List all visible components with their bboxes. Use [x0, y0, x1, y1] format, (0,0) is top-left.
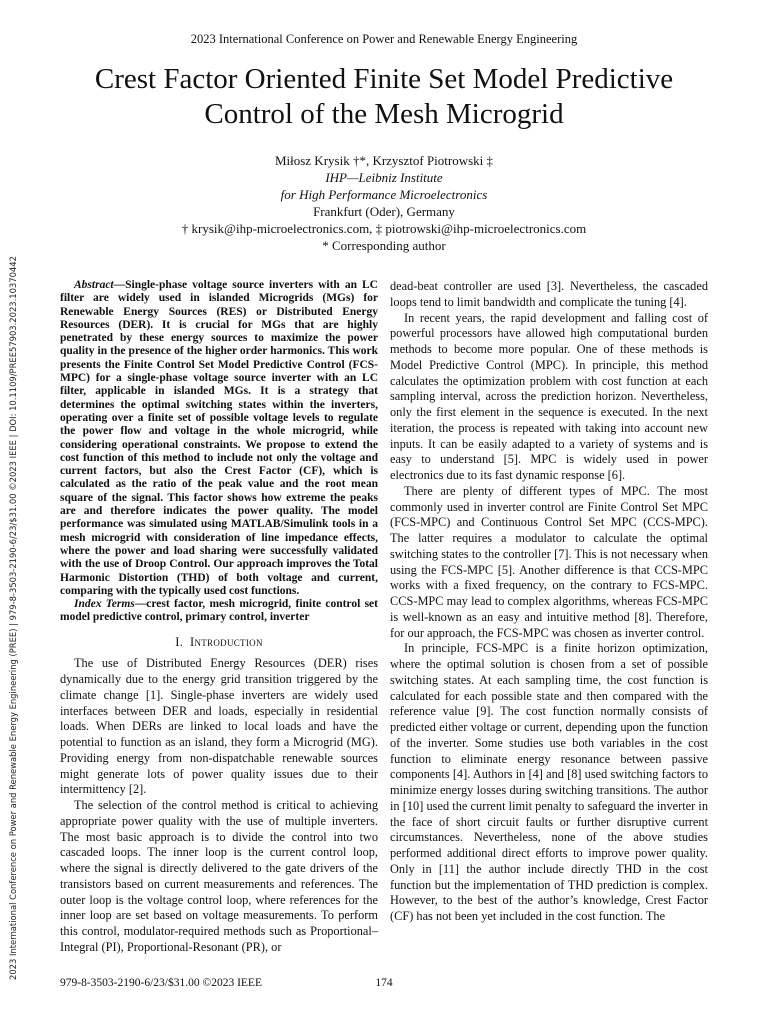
author-names: Miłosz Krysik †*, Krzysztof Piotrowski ‡ [274, 153, 494, 168]
author-location: Frankfurt (Oder), Germany [313, 204, 455, 219]
author-emails: † krysik@ihp-microelectronics.com, ‡ piotrowski@ihp-microelectronics.com [181, 221, 587, 236]
section-number: I. [175, 634, 184, 649]
corresponding-author: * Corresponding author [322, 238, 446, 253]
affiliation-line-2: for High Performance Microelectronics [280, 187, 488, 202]
intro-paragraph-1: The use of Distributed Energy Resources (DER) rises dynamically due to the energy grid transition triggered by the climate change [1]. Single-phase inverters are widely used interfaces between DER and loads, especially in residential loads. When DERs are linked to local loads and have the potential to function as an island, they form a Microgrid (MG). Providing energy from non-dispatchable renewable sources might generate lots of power quality issues due to their intermittency [2]. [60, 656, 378, 797]
conference-header: 2023 International Conference on Power and Renewable Energy Engineering [190, 32, 578, 46]
doi-sidebar: 2023 International Conference on Power and Renewable Energy Engineering (PREE) | 979-8-3503-2190-6/23/$31.00 ©2023 IEEE | DOI: 10.1109/PREE57903.2023.10370442 [8, 256, 18, 980]
page-number: 174 [375, 977, 393, 989]
section-heading [60, 635, 378, 651]
affiliation-line-1: IHP—Leibniz Institute [325, 170, 443, 185]
intro-paragraph-2-cont: dead-beat controller are used [3]. Nevertheless, the cascaded loops tend to limit bandwidth and complicate the tuning [4]. [390, 279, 708, 309]
title-line-2: Control of the Mesh Microgrid [204, 98, 564, 130]
title-line-1: Crest Factor Oriented Finite Set Model Predictive [94, 63, 674, 95]
abstract [60, 279, 378, 598]
index-terms [60, 598, 378, 625]
footer-isbn: 979-8-3503-2190-6/23/$31.00 ©2023 IEEE [60, 977, 262, 989]
intro-paragraph-3: In recent years, the rapid development and falling cost of powerful processors have allowed high computational burden methods to become more popular. One of these methods is Model Predictive Control (MPC). In principle, this method calculates the optimization problem with cost function at each sampling interval, across the prediction horizon. Nevertheless, only the first element in the sequence is executed. In the next iteration, the process is repeated with taking into account new inputs. It can be easily adapted to a variety of systems and is easy to understand [5]. MPC is widely used in power electronics due to its fast dynamic response [6]. [390, 310, 708, 482]
index-terms-label: Index Terms [74, 598, 135, 611]
section-title: Introduction [189, 634, 263, 649]
abstract-text: —Single-phase voltage source inverters with an LC filter are widely used in islanded Microgrids (MGs) for Renewable Energy Sources (RES) or Distributed Energy Resources (DER). It is crucial for MGs that are highly penetrated by these energy sources to maximize the power quality in the presence of the higher order harmonics. This work presents the Finite Control Set Model Predictive Control (FCS-MPC) for a single-phase voltage source inverter with an LC filter, applicable in islanded MGs. It is a strategy that determines the optimal switching states within the inverters, operating over a finite set of possible voltage levels to regulate the power flow and voltage in the whole microgrid, while considering operational constraints. We propose to extend the cost function of this method to include not only the voltage and current factors, but also the Crest Factor (CF), which is calculated as the ratio of the peak value and the root mean square of the signal. This factor shows how extreme the peaks are and therefore indicates the power quality. The model performance was simulated using MATLAB/Simulink tools in a mesh microgrid with consideration of line impedance effects, where the power and load sharing were successfully validated with the use of Droop Control. Our approach improves the Total Harmonic Distortion (THD) of both voltage and current, comparing with the typically used cost functions. [60, 279, 378, 597]
intro-paragraph-4: There are plenty of different types of MPC. The most commonly used in inverter control are Finite Control Set MPC (FCS-MPC) and Continuous Control Set MPC (CCS-MPC). The latter requires a modulator to calculate the optimal switching states to the controller [7]. This is not necessary when using the FCS-MPC [5]. Another difference is that CCS-MPC works with a fixed frequency, on the contrary to FCS-MPC. CCS-MPC may lead to complex algorithms, whereas FCS-MPC is well-known as an easy and intuitive method [8]. Therefore, for our approach, the FCS-MPC was chosen as inverter control. [390, 483, 708, 640]
intro-paragraph-5: In principle, FCS-MPC is a finite horizon optimization, where the optimal solution is chosen from a set of possible switching states. At each sampling time, the cost function is calculated for each possible state and then compared with the reference value [9]. The cost function normally consists of predicted either voltage or current, depending upon the function of the inverter. Some studies use both variables in the cost function to eliminate energy resonance between passive components [4]. Authors in [4] and [8] used switching factors to minimize energy losses during switching transitions. The author in [10] used the current limit penalty to safeguard the inverter in the face of short circuit faults or further disruptive current circumstances. Nevertheless, none of the above studies performed additional direct efforts to improve power quality. Only in [11] the author include directly THD in the cost function but the implementation of THD prediction is complex. However, to the best of the author’s knowledge, Crest Factor (CF) has not been yet included in the cost function. The [390, 641, 708, 923]
left-column [60, 279, 378, 956]
abstract-label: Abstract [74, 279, 114, 291]
paper-title [40, 62, 728, 132]
index-terms-text: —crest factor, mesh microgrid, finite control set model predictive control, primary control, inverter [60, 598, 378, 624]
right-column [390, 279, 708, 925]
author-block [0, 152, 768, 254]
intro-paragraph-2: The selection of the control method is critical to achieving appropriate power quality with the use of multiple inverters. The most basic approach is to divide the control into two cascaded loops. The inner loop is the current control loop, where the signal is directly delivered to the gate drivers of the transistors based on current measurements and references. The outer loop is the voltage control loop, where references for the inner loop are set based on voltage measurements. To perform this control, modulator-required methods such as Proportional–Integral (PI), Proportional-Resonant (PR), or [60, 798, 378, 954]
